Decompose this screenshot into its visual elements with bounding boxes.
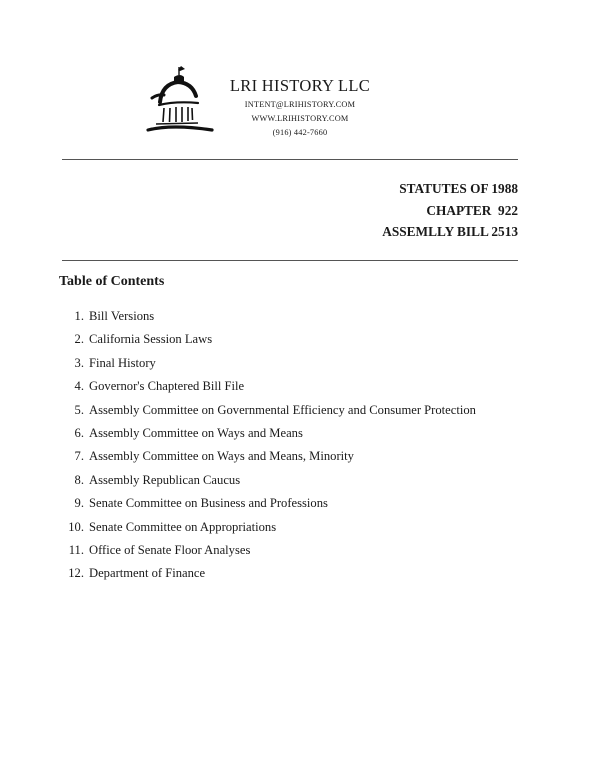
toc-item-number: 9. xyxy=(74,496,84,511)
toc-item-label: Office of Senate Floor Analyses xyxy=(89,542,251,557)
toc-item-label: Bill Versions xyxy=(89,309,155,323)
toc-item-number: 2. xyxy=(74,332,84,347)
toc-item-label: Assembly Committee on Ways and Means xyxy=(89,425,303,440)
toc-item-label: Department of Finance xyxy=(89,566,206,581)
toc-item-number: 4. xyxy=(74,379,84,394)
toc-item xyxy=(62,305,476,328)
toc-item-number: 3. xyxy=(74,355,84,370)
toc-item xyxy=(62,399,476,422)
company-email: INTENT@LRIHISTORY.COM xyxy=(244,100,356,109)
toc-item xyxy=(62,352,476,375)
toc-item-label: Senate Committee on Appropriations xyxy=(89,519,277,534)
toc-item-number: 12. xyxy=(68,566,84,581)
toc-item xyxy=(62,422,476,445)
toc-item-label: Assembly Republican Caucus xyxy=(89,472,241,487)
company-info xyxy=(222,74,378,140)
toc-item-number: 5. xyxy=(74,402,84,417)
statute-year: STATUTES OF 1988 xyxy=(399,181,518,196)
toc-item xyxy=(62,328,476,351)
toc-item-number: 7. xyxy=(74,449,84,464)
toc-item-number: 1. xyxy=(74,309,84,323)
toc-item xyxy=(62,562,476,585)
toc-item xyxy=(62,539,476,562)
company-phone: (916) 442-7660 xyxy=(272,128,328,137)
toc-item xyxy=(62,445,476,468)
toc-item-label: Assembly Committee on Ways and Means, Minority xyxy=(89,449,354,464)
toc-item-number: 11. xyxy=(68,542,84,557)
toc-title: Table of Contents xyxy=(59,274,165,289)
statute-block xyxy=(382,178,518,243)
toc-item-number: 10. xyxy=(68,519,84,534)
toc-item xyxy=(62,469,476,492)
toc-list xyxy=(62,305,476,586)
toc-item-label: Assembly Committee on Governmental Efficiency and Consumer Protection xyxy=(89,402,476,417)
toc-item-label: California Session Laws xyxy=(89,332,213,347)
toc-item-number: 8. xyxy=(74,472,84,487)
company-name: LRI HISTORY LLC xyxy=(229,76,371,95)
divider-top xyxy=(62,159,518,160)
toc-item xyxy=(62,516,476,539)
toc-item-label: Governor's Chaptered Bill File xyxy=(89,379,245,394)
capitol-dome-icon xyxy=(142,64,216,138)
toc-item-label: Final History xyxy=(89,355,156,370)
toc-item xyxy=(62,375,476,398)
toc-item xyxy=(62,492,476,515)
divider-bottom xyxy=(62,260,518,261)
statute-chapter: CHAPTER 922 xyxy=(426,202,518,218)
statute-bill: ASSEMLLY BILL 2513 xyxy=(382,224,518,239)
company-website: WWW.LRIHISTORY.COM xyxy=(251,114,349,123)
toc-item-number: 6. xyxy=(74,425,84,440)
toc-item-label: Senate Committee on Business and Professions xyxy=(89,496,328,511)
